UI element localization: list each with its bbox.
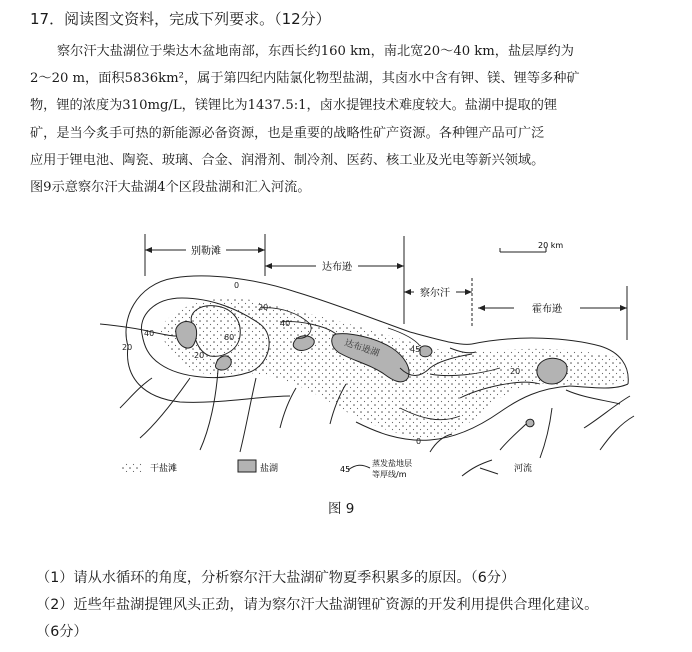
passage-line: 图9示意察尔汗大盐湖4个区段盐湖和汇入河流。 bbox=[30, 180, 311, 196]
region-label-dabuxun: 达布逊 bbox=[322, 262, 352, 273]
sub-question-2: （2）近些年盐湖提锂风头正劲，请为察尔汗大盐湖锂矿资源的开发利用提供合理化建议。 bbox=[36, 597, 599, 613]
scale-label: 20 km bbox=[538, 241, 564, 250]
map-legend bbox=[122, 458, 532, 479]
contour-label: 20 bbox=[122, 343, 133, 352]
salt-lake-huobuxun bbox=[537, 358, 567, 384]
region-label-huobuxun: 霍布逊 bbox=[532, 304, 562, 315]
contour-label: 40 bbox=[144, 329, 155, 338]
legend-dry-salt-flat-swatch bbox=[122, 462, 142, 472]
contour-label: 0 bbox=[416, 437, 422, 446]
legend-salt-lake-label: 盐湖 bbox=[260, 464, 279, 474]
salt-lake-map bbox=[100, 228, 640, 490]
legend-contour-label-1: 蒸发盐地层 bbox=[372, 459, 412, 468]
contour-label: 0 bbox=[234, 281, 240, 290]
legend-salt-lake-swatch bbox=[238, 460, 256, 472]
legend-river-line bbox=[462, 460, 498, 476]
figure-caption: 图 9 bbox=[328, 501, 355, 517]
legend-contour-line bbox=[348, 465, 370, 470]
sub-questions bbox=[36, 565, 676, 646]
contour-label: 20 bbox=[258, 303, 269, 312]
passage-line: 矿，是当今炙手可热的新能源必备资源，也是重要的战略性矿产资源。各种锂产品可广泛 bbox=[30, 125, 545, 141]
contour-label: 45 bbox=[410, 345, 421, 354]
legend-contour-label-2: 等厚线/m bbox=[372, 470, 407, 479]
passage-line: 2～20 m，面积5836km²，属于第四纪内陆氯化物型盐湖，其卤水中含有钾、镁、锂等多种矿 bbox=[30, 71, 580, 87]
contour-label: 40 bbox=[280, 319, 291, 328]
sub-question-1: （1）请从水循环的角度，分析察尔汗大盐湖矿物夏季积累多的原因。（6分） bbox=[36, 570, 516, 586]
contour-label: 20 bbox=[510, 367, 521, 376]
legend-river-label: 河流 bbox=[514, 464, 533, 474]
contour-label: 20 bbox=[194, 351, 205, 360]
lake-label-dabuxun: 达布逊湖 bbox=[343, 338, 381, 359]
passage-line: 察尔汗大盐湖位于柴达木盆地南部，东西长约160 km，南北宽20～40 km，盐层厚约为 bbox=[57, 44, 574, 59]
passage-line: 应用于锂电池、陶瓷、玻璃、合金、润滑剂、制冷剂、医药、核工业及光电等新兴领域。 bbox=[30, 152, 545, 168]
salt-lake-east-small bbox=[420, 346, 432, 357]
legend-dry-salt-flat-label: 干盐滩 bbox=[150, 464, 178, 474]
contour-label: 60 bbox=[224, 333, 235, 342]
question-header: 17．阅读图文资料，完成下列要求。（12分） bbox=[30, 10, 331, 28]
legend-contour-value: 45 bbox=[340, 465, 351, 474]
region-label-qarhan: 察尔汗 bbox=[420, 288, 450, 299]
region-label-bieletan: 别勒滩 bbox=[191, 246, 221, 257]
sub-question-2-score: （6分） bbox=[36, 624, 88, 640]
passage-line: 物，锂的浓度为310mg/L，镁锂比为1437.5:1，卤水提锂技术难度较大。盐湖中提取的锂 bbox=[30, 98, 558, 114]
passage bbox=[30, 38, 670, 201]
salt-lake-south-small bbox=[526, 419, 534, 427]
